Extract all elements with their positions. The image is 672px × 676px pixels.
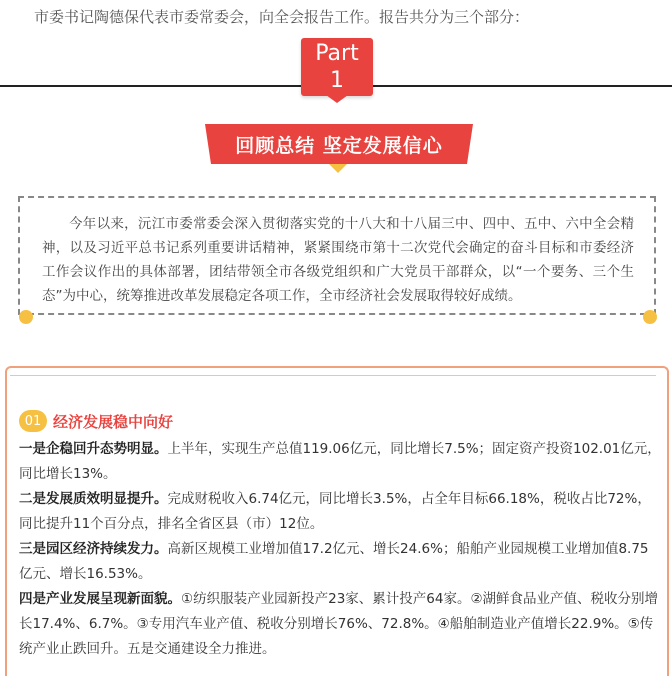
intro-paragraph: 今年以来，沅江市委常委会深入贯彻落实党的十八大和十八届三中、四中、五中、六中全会精神，以及习近平总书记系列重要讲话精神，紧紧围绕市第十二次党代会确定的奋斗目标和市委经济工作会议作出的具体部署，团结带领全市各级党组织和广大党员干部群众，以“一个要务、三个生态”为中心，统筹推进改革发展稳定各项工作，全市经济社会发展取得较好成绩。 — [18, 196, 656, 315]
subsection-title: 经济发展稳中向好 — [53, 412, 174, 431]
paragraph-4 — [19, 587, 661, 662]
intro-line: 市委书记陶德保代表市委常委会，向全会报告工作。报告共分为三个部分： — [34, 8, 530, 26]
paragraph-text: 上半年，实现生产总值119.06亿元，同比增长7.5%；固定资产投资102.01亿元，同比增长13%。 — [19, 441, 661, 482]
subsection-number-badge: 01 — [19, 410, 47, 432]
section-title-pointer — [329, 164, 347, 173]
body-text — [19, 437, 661, 662]
decorative-dot-right — [643, 310, 657, 324]
paragraph-2 — [19, 487, 661, 537]
paragraph-1 — [19, 437, 661, 487]
subsection-heading — [19, 410, 173, 432]
paragraph-3 — [19, 537, 661, 587]
part-badge-pointer — [326, 95, 348, 103]
paragraph-text: 完成财税收入6.74亿元，同比增长3.5%，占全年目标66.18%，税收占比72%，同比提升11个百分点，排名全省区县（市）12位。 — [19, 491, 651, 532]
part-badge — [301, 38, 373, 96]
paragraph-text: 高新区规模工业增加值17.2亿元、增长24.6%；船舶产业园规模工业增加值8.75亿元、增长16.53%。 — [19, 541, 649, 582]
decorative-dot-left — [19, 310, 33, 324]
paragraph-text: ①纺织服装产业园新投产23家、累计投产64家。②湖鲜食品业产值、税收分别增长17.4%、6.7%。③专用汽车业产值、税收分别增长76%、72.8%。④船舶制造业产值增长22.9%。⑤传统产业止跌回升。五是交通建设全力推进。 — [19, 591, 659, 657]
content-frame-inner-line — [10, 375, 656, 377]
paragraph-lead: 四是产业发展呈现新面貌。 — [19, 591, 181, 607]
part-word: Part — [315, 41, 359, 66]
paragraph-lead: 二是发展质效明显提升。 — [19, 491, 168, 507]
section-title: 回顾总结 坚定发展信心 — [211, 124, 467, 164]
paragraph-lead: 一是企稳回升态势明显。 — [19, 441, 168, 457]
paragraph-lead: 三是园区经济持续发力。 — [19, 541, 168, 557]
part-number: 1 — [330, 68, 344, 93]
section-title-banner — [211, 124, 467, 164]
